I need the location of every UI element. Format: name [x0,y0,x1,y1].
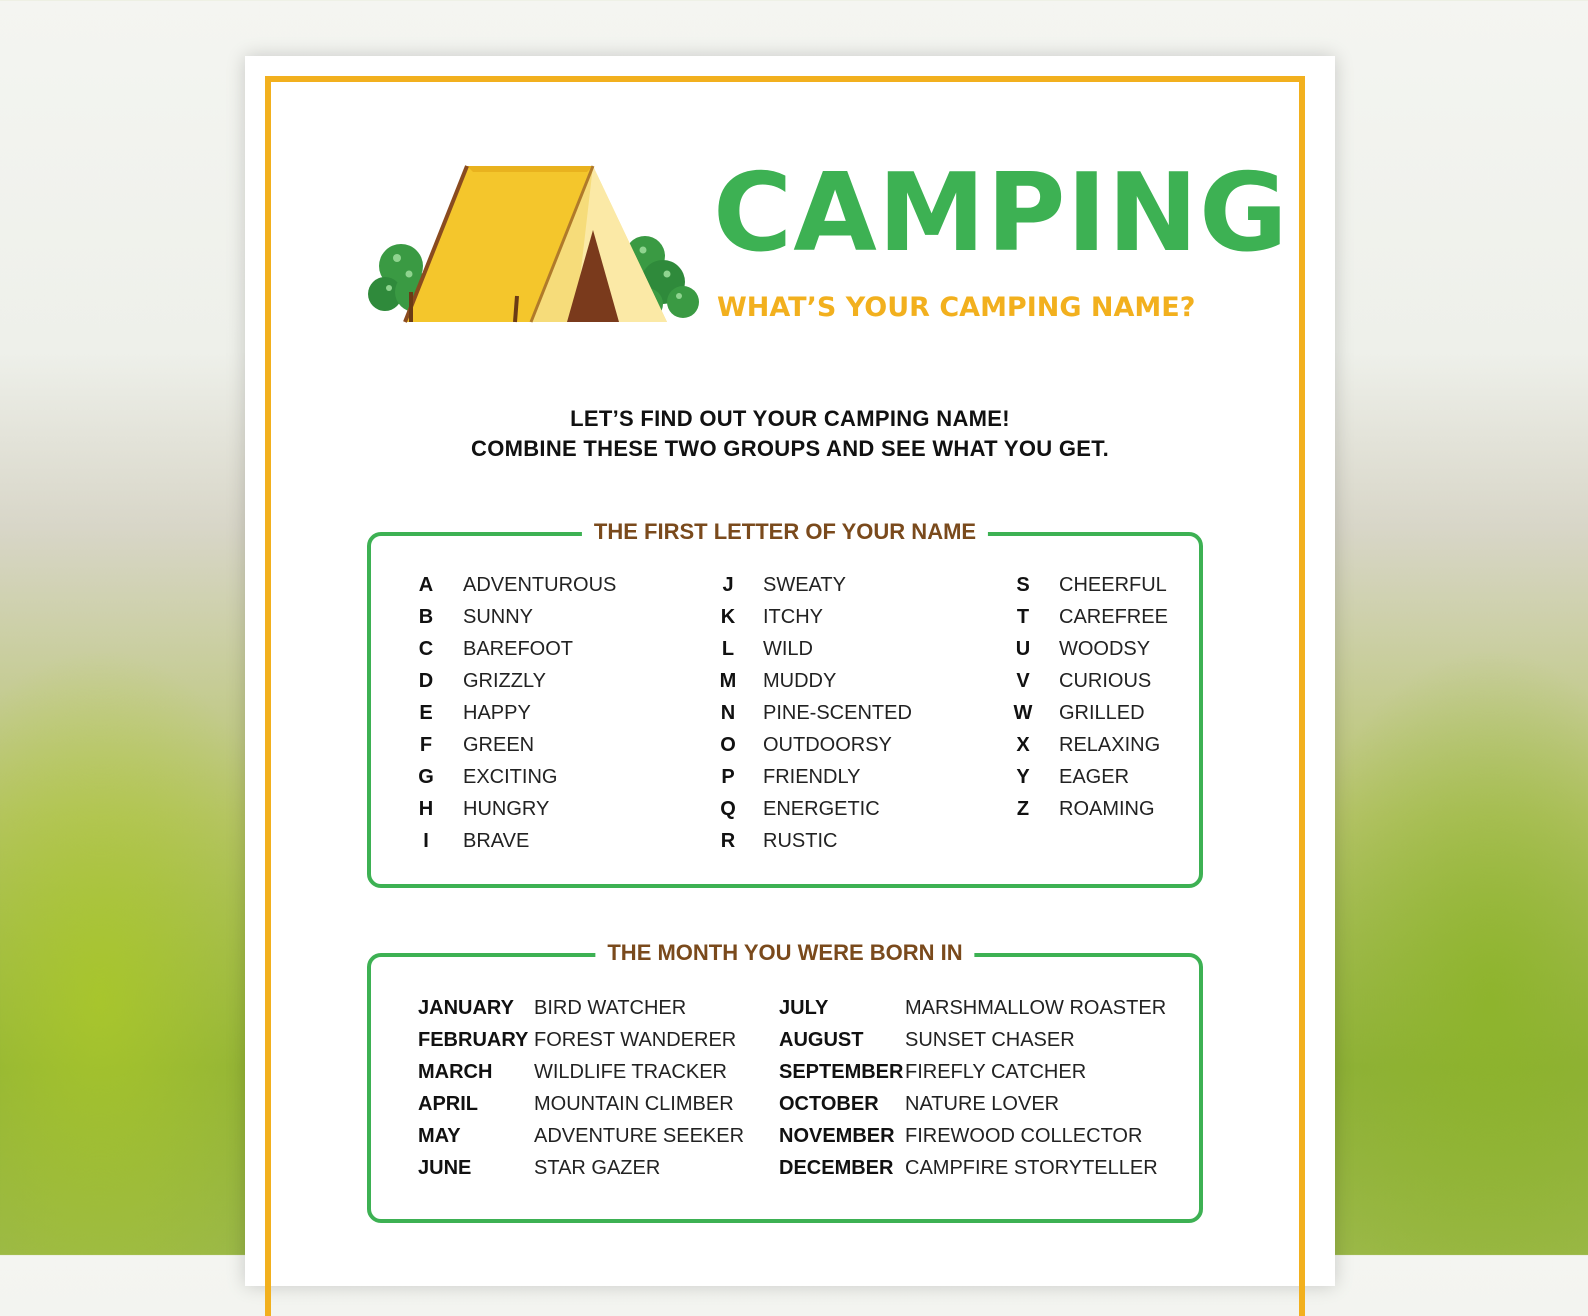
letter-word: FRIENDLY [763,766,861,788]
month-key: NOVEMBER [779,1125,895,1147]
letter-key: W [1013,702,1033,724]
letter-word: BRAVE [463,830,530,852]
letter-word: SWEATY [763,574,846,596]
month-key: AUGUST [779,1029,864,1051]
letter-key: N [720,702,736,724]
letter-key: F [419,734,433,756]
letter-word: RUSTIC [763,830,838,852]
month-phrase: MOUNTAIN CLIMBER [534,1093,734,1115]
birth-month-box [367,940,1203,1223]
letter-key: D [418,670,434,692]
letter-key: V [1016,670,1030,692]
letter-word: EAGER [1059,766,1130,788]
month-key: MARCH [418,1061,493,1083]
letter-word: WOODSY [1059,638,1151,660]
letter-word: MUDDY [763,670,837,692]
birth-month-heading: THE MONTH YOU WERE BORN IN [595,940,974,966]
month-phrase: ADVENTURE SEEKER [534,1125,745,1147]
month-key: JANUARY [418,997,514,1019]
month-phrase: FIREWOOD COLLECTOR [905,1125,1143,1147]
first-letter-heading: THE FIRST LETTER OF YOUR NAME [582,519,988,545]
letter-word: ROAMING [1059,798,1155,820]
letter-word: ITCHY [763,606,823,628]
month-phrase: MARSHMALLOW ROASTER [905,997,1167,1019]
letter-word: GRIZZLY [463,670,546,692]
month-key: JULY [779,997,829,1019]
letter-key: M [719,670,737,692]
letter-word: PINE-SCENTED [763,702,912,724]
letter-key: O [720,734,736,756]
letter-key: K [720,606,736,628]
page-subtitle: WHAT’S YOUR CAMPING NAME? [717,292,1196,323]
letter-word: ADVENTUROUS [463,574,617,596]
letter-word: WILD [763,638,813,660]
letter-key: P [721,766,735,788]
letter-key: Z [1016,798,1030,820]
intro-line-1: LET’S FIND OUT YOUR CAMPING NAME! [570,406,1010,431]
page-title: CAMPING [713,151,1289,276]
month-key: APRIL [418,1093,478,1115]
letter-key: B [418,606,434,628]
letter-word: HAPPY [463,702,531,724]
month-phrase: SUNSET CHASER [905,1029,1075,1051]
letter-word: CHEERFUL [1059,574,1167,596]
letter-word: OUTDOORSY [763,734,892,756]
printable-sheet [245,56,1335,1286]
letter-word: SUNNY [463,606,534,628]
letter-key: R [720,830,736,852]
month-phrase: NATURE LOVER [905,1093,1060,1115]
letter-key: Y [1016,766,1030,788]
letter-key: T [1016,606,1030,628]
letter-key: Q [720,798,736,820]
letter-word: RELAXING [1059,734,1161,756]
letter-key: I [423,830,429,852]
month-phrase: CAMPFIRE STORYTELLER [905,1157,1158,1179]
letter-key: S [1016,574,1030,596]
letter-key: G [418,766,434,788]
letter-word: GRILLED [1059,702,1145,724]
letter-word: CAREFREE [1059,606,1168,628]
tent-icon [367,162,702,324]
month-phrase: BIRD WATCHER [534,997,687,1019]
letter-key: H [418,798,434,820]
letter-key: E [419,702,433,724]
letter-word: ENERGETIC [763,798,880,820]
letter-word: EXCITING [463,766,558,788]
month-phrase: STAR GAZER [534,1157,661,1179]
letter-key: L [721,638,735,660]
letter-word: CURIOUS [1059,670,1152,692]
letter-key: J [722,574,734,596]
month-key: OCTOBER [779,1093,879,1115]
intro-line-2: COMBINE THESE TWO GROUPS AND SEE WHAT YOU GET. [471,436,1109,461]
letter-key: U [1015,638,1031,660]
first-letter-box [367,519,1203,888]
letter-key: A [418,574,434,596]
month-key: JUNE [418,1157,472,1179]
month-key: MAY [418,1125,461,1147]
month-phrase: FOREST WANDERER [534,1029,737,1051]
month-key: FEBRUARY [418,1029,529,1051]
letter-word: BAREFOOT [463,638,574,660]
month-key: SEPTEMBER [779,1061,904,1083]
month-phrase: FIREFLY CATCHER [905,1061,1087,1083]
month-phrase: WILDLIFE TRACKER [534,1061,727,1083]
letter-word: HUNGRY [463,798,550,820]
letter-key: C [418,638,434,660]
letter-word: GREEN [463,734,535,756]
month-key: DECEMBER [779,1157,894,1179]
letter-key: X [1016,734,1030,756]
